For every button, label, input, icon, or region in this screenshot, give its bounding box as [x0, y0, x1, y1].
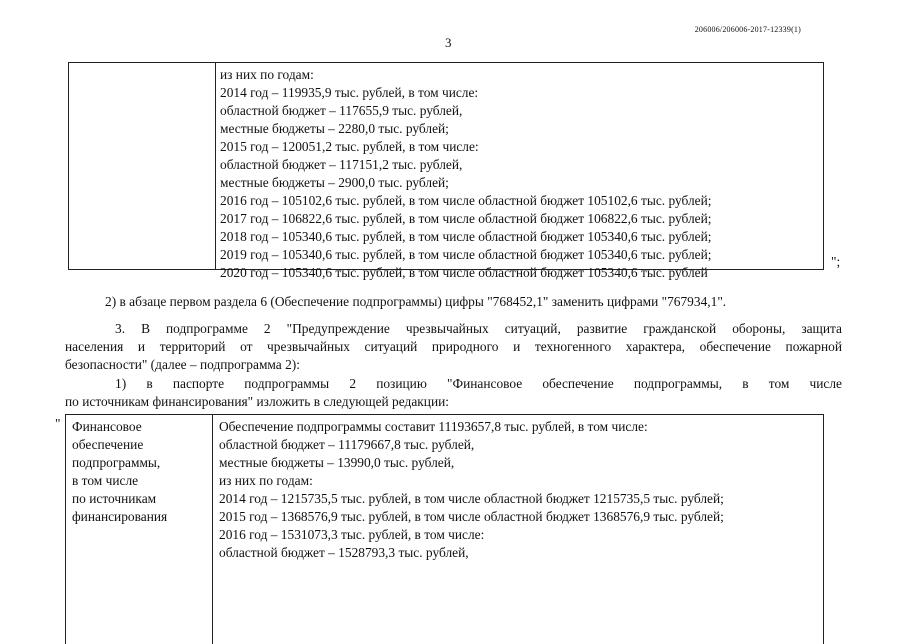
table-line: 2017 год – 106822,6 тыс. рублей, в том числе областной бюджет 106822,6 тыс. рублей;: [220, 211, 712, 226]
table-line: из них по годам:: [219, 473, 313, 488]
page-number: 3: [445, 35, 452, 50]
funding-table-continuation: [68, 62, 824, 280]
paragraph-line: населения и территорий от чрезвычайных ситуаций природного и техногенного характера, обеспечение пожарной: [65, 339, 842, 354]
table-line: 2016 год – 1531073,3 тыс. рублей, в том числе:: [219, 527, 485, 542]
table-line: областной бюджет – 117151,2 тыс. рублей,: [220, 157, 463, 172]
table-line: областной бюджет – 1528793,3 тыс. рублей,: [219, 545, 469, 560]
table-line: из них по годам:: [220, 67, 314, 82]
table-line: подпрограммы,: [72, 455, 161, 470]
paragraph-2: 2) в абзаце первом раздела 6 (Обеспечение подпрограммы) цифры "768452,1" заменить цифрами "767934,1".: [105, 294, 727, 309]
table-column-divider: [215, 63, 216, 269]
table-right-cell: [219, 418, 819, 562]
table-line: 2015 год – 1368576,9 тыс. рублей, в том числе областной бюджет 1368576,9 тыс. рублей;: [219, 509, 724, 524]
table-line: 2019 год – 105340,6 тыс. рублей, в том числе областной бюджет 105340,6 тыс. рублей;: [220, 247, 712, 262]
table-line: обеспечение: [72, 437, 144, 452]
paragraph-line: 3. В подпрограмме 2 "Предупреждение чрезвычайных ситуаций, развитие гражданской обороны, защита: [115, 321, 842, 336]
table-line: в том числе: [72, 473, 139, 488]
table-left-cell: [72, 418, 208, 526]
table-line: 2015 год – 120051,2 тыс. рублей, в том числе:: [220, 139, 479, 154]
closing-quote: ";: [831, 254, 841, 269]
table-line: областной бюджет – 117655,9 тыс. рублей,: [220, 103, 463, 118]
table-line: местные бюджеты – 2280,0 тыс. рублей;: [220, 121, 449, 136]
table-line: 2014 год – 119935,9 тыс. рублей, в том числе:: [220, 85, 479, 100]
table-right-cell: [220, 66, 819, 282]
document-id: 206006/206006-2017-12339(1): [694, 25, 801, 34]
paragraph-3: [65, 320, 842, 374]
table-line: Финансовое: [72, 419, 142, 434]
opening-quote: ": [55, 416, 61, 431]
table-line: 2018 год – 105340,6 тыс. рублей, в том числе областной бюджет 105340,6 тыс. рублей;: [220, 229, 712, 244]
table-line: финансирования: [72, 509, 168, 524]
funding-table-new: [65, 414, 824, 644]
paragraph-3-1: [65, 375, 842, 411]
paragraph-line: безопасности" (далее – подпрограмма 2):: [65, 357, 300, 372]
paragraph-line: 1) в паспорте подпрограммы 2 позицию "Финансовое обеспечение подпрограммы, в том числе: [115, 376, 842, 391]
table-line: областной бюджет – 11179667,8 тыс. рублей,: [219, 437, 475, 452]
table-line: по источникам: [72, 491, 157, 506]
table-line: Обеспечение подпрограммы составит 11193657,8 тыс. рублей, в том числе:: [219, 419, 648, 434]
table-line: 2014 год – 1215735,5 тыс. рублей, в том числе областной бюджет 1215735,5 тыс. рублей;: [219, 491, 724, 506]
table-line: местные бюджеты – 2900,0 тыс. рублей;: [220, 175, 449, 190]
table-line: 2016 год – 105102,6 тыс. рублей, в том числе областной бюджет 105102,6 тыс. рублей;: [220, 193, 712, 208]
table-line: 2020 год – 105340,6 тыс. рублей, в том числе областной бюджет 105340,6 тыс. рублей: [220, 265, 708, 280]
table-line: местные бюджеты – 13990,0 тыс. рублей,: [219, 455, 455, 470]
table-column-divider: [212, 415, 213, 644]
paragraph-line: по источникам финансирования" изложить в следующей редакции:: [65, 394, 449, 409]
